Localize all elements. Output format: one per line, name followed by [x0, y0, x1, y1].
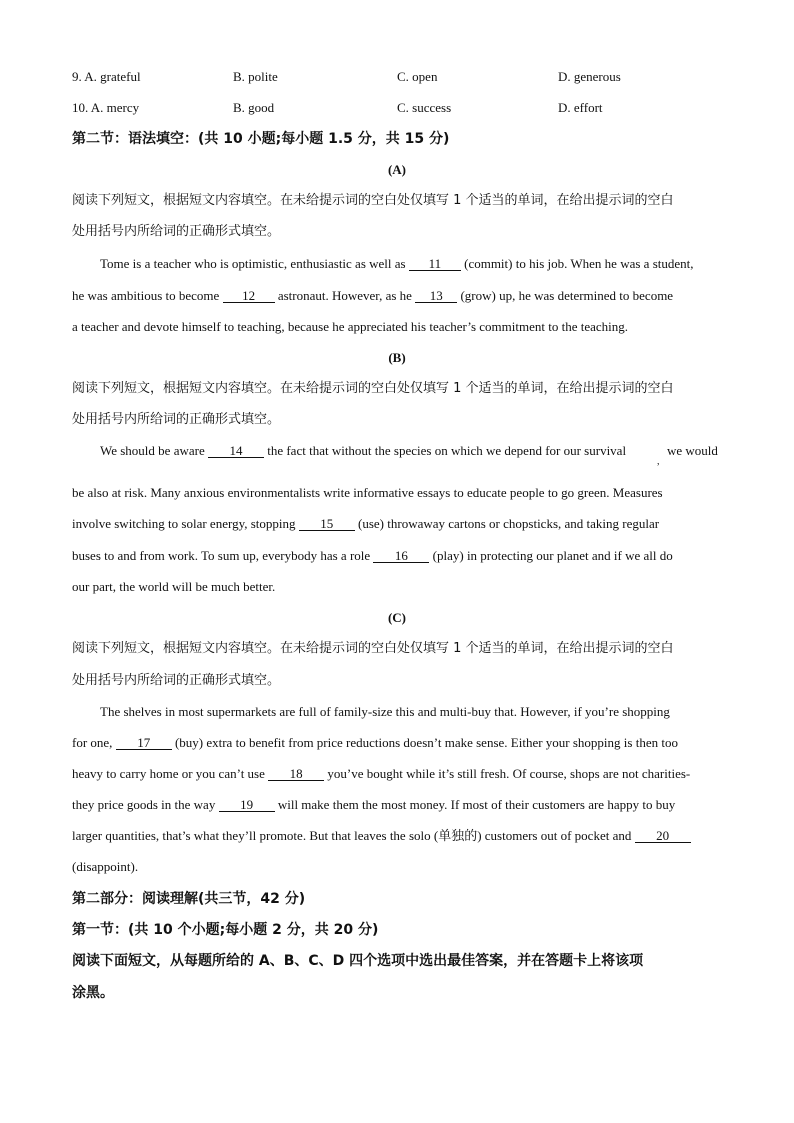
part-b-instruction-1: 阅读下列短文，根据短文内容填空。在未给提示词的空白处仅填写 1 个适当的单词，在给出提示词的空白	[72, 381, 674, 396]
part-c-line-1: The shelves in most supermarkets are full of family-size this and multi-buy that. However, if you’re shopping	[100, 704, 670, 719]
blank-20[interactable]: 20	[635, 829, 691, 843]
part-b-line-1	[100, 443, 626, 459]
text: buses to and from work. To sum up, everybody has a role	[72, 548, 374, 563]
part-b-line-1-end: we would	[667, 443, 718, 458]
part-a-line-1	[100, 256, 694, 272]
blank-17[interactable]: 17	[116, 736, 172, 750]
q9-option-c: C. open	[397, 69, 438, 84]
part-c-instruction-2: 处用括号内所给词的正确形式填空。	[72, 673, 281, 688]
reading-instruction-2: 涂黑。	[72, 985, 114, 1001]
text: involve switching to solar energy, stopping	[72, 516, 299, 531]
text: you’ve bought while it’s still fresh. Of course, shops are not charities-	[324, 766, 691, 781]
part-a-line-3: a teacher and devote himself to teaching, because he appreciated his teacher’s commitment to the teaching.	[72, 319, 628, 334]
section-1-title: 第一节：(共 10 个小题;每小题 2 分，共 20 分)	[72, 922, 379, 938]
q9-option-b: B. polite	[233, 69, 278, 84]
reading-instruction-1: 阅读下面短文，从每题所给的 A、B、C、D 四个选项中选出最佳答案，并在答题卡上将该项	[72, 953, 644, 969]
part-b-line-3	[72, 516, 659, 532]
text: will make them the most money. If most of their customers are happy to buy	[274, 797, 676, 812]
part-c-line-2	[72, 735, 678, 751]
part-a-instruction-2: 处用括号内所给词的正确形式填空。	[72, 224, 281, 239]
part-c-line-6: (disappoint).	[72, 859, 139, 874]
part-c-line-3	[72, 766, 690, 782]
part-c-instruction-1: 阅读下列短文，根据短文内容填空。在未给提示词的空白处仅填写 1 个适当的单词，在给出提示词的空白	[72, 641, 674, 656]
blank-18[interactable]: 18	[268, 767, 324, 781]
part-a-label: (A)	[387, 162, 407, 177]
q10-option-b: B. good	[233, 100, 275, 115]
q10-option-c: C. success	[397, 100, 452, 115]
comma-mark: ,	[657, 456, 660, 467]
text: (use) throwaway cartons or chopsticks, and taking regular	[354, 516, 660, 531]
part-c-label: (C)	[387, 610, 407, 625]
part-b-line-5: our part, the world will be much better.	[72, 579, 276, 594]
q10-option-d: D. effort	[558, 100, 603, 115]
text: We should be aware	[100, 443, 208, 458]
blank-19[interactable]: 19	[219, 798, 275, 812]
q9-option-a: 9. A. grateful	[72, 69, 141, 84]
q9-option-d: D. generous	[558, 69, 621, 84]
part-b-instruction-2: 处用括号内所给词的正确形式填空。	[72, 412, 281, 427]
part-b-line-4	[72, 548, 673, 564]
text: (buy) extra to benefit from price reductions doesn’t make sense. Either your shopping is then too	[171, 735, 678, 750]
text: larger quantities, that’s what they’ll promote. But that leaves the solo (单独的) customers out of pocket and	[72, 828, 635, 843]
blank-13[interactable]: 13	[415, 289, 457, 303]
text: (play) in protecting our planet and if we all do	[429, 548, 673, 563]
blank-14[interactable]: 14	[208, 444, 264, 458]
text: astronaut. However, as he	[274, 288, 416, 303]
q10-option-a: 10. A. mercy	[72, 100, 140, 115]
section-2-title: 第二节：语法填空：(共 10 小题;每小题 1.5 分，共 15 分)	[72, 131, 450, 147]
part-c-line-4	[72, 797, 675, 813]
blank-16[interactable]: 16	[373, 549, 429, 563]
blank-15[interactable]: 15	[299, 517, 355, 531]
text: he was ambitious to become	[72, 288, 223, 303]
text: (commit) to his job. When he was a student,	[460, 256, 694, 271]
text: (grow) up, he was determined to become	[457, 288, 674, 303]
part-b-label: (B)	[388, 350, 406, 365]
text: heavy to carry home or you can’t use	[72, 766, 269, 781]
text: for one,	[72, 735, 116, 750]
part-a-instruction-1: 阅读下列短文，根据短文内容填空。在未给提示词的空白处仅填写 1 个适当的单词，在给出提示词的空白	[72, 193, 674, 208]
text: the fact that without the species on which we depend for our survival	[263, 443, 627, 458]
part-2-title: 第二部分：阅读理解(共三节，42 分)	[72, 891, 306, 907]
text: they price goods in the way	[72, 797, 219, 812]
part-b-line-2: be also at risk. Many anxious environmentalists write informative essays to educate people to go green. Measures	[72, 485, 663, 500]
part-c-line-5	[72, 828, 691, 844]
blank-12[interactable]: 12	[223, 289, 275, 303]
part-a-line-2	[72, 288, 673, 304]
text: Tome is a teacher who is optimistic, enthusiastic as well as	[100, 256, 409, 271]
blank-11[interactable]: 11	[409, 257, 461, 271]
